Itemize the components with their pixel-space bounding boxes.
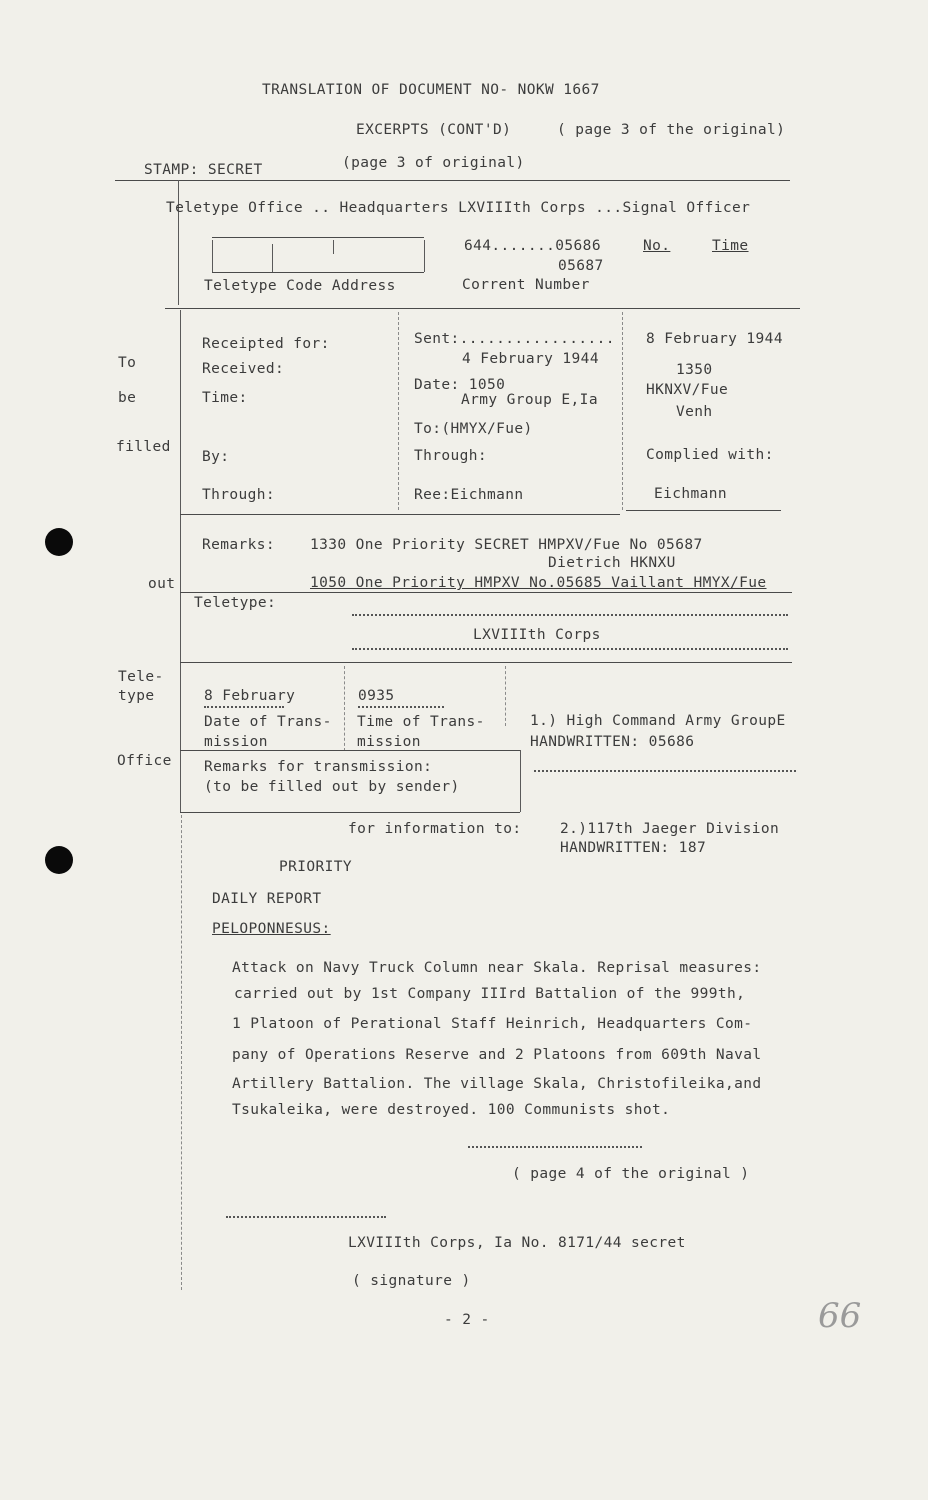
page-number: - 2 - [444, 1312, 490, 1328]
code-box-tick-3 [333, 240, 334, 254]
report-body-line-5: Artillery Battalion. The village Skala, Christofileika,and [232, 1076, 762, 1092]
footer-corps: LXVIIIth Corps, Ia No. 8171/44 secret [348, 1235, 686, 1251]
transmission-date: 8 February [204, 688, 296, 704]
excerpts-label: EXCERPTS (CONT'D) [356, 122, 512, 138]
code-box-tick-1 [212, 240, 213, 272]
transmission-divider-2 [505, 666, 506, 726]
remarks-transmission-2: (to be filled out by sender) [204, 779, 460, 795]
signature-label: ( signature ) [352, 1273, 471, 1289]
right-name: Venh [676, 404, 713, 420]
receipt-divider-1 [398, 312, 399, 510]
block-rule-3 [180, 662, 792, 663]
through-field: Through: [202, 487, 276, 503]
army-group: Army Group E,Ia [461, 392, 598, 408]
teletype-office-line: Teletype Office .. Headquarters LXVIIIth Corps ...Signal Officer [166, 200, 751, 216]
teletype-field: Teletype: [194, 595, 277, 611]
code-box-tick-2 [272, 244, 273, 272]
date-trans-label-1: Date of Trans- [204, 714, 332, 730]
code-address-label: Teletype Code Address [204, 278, 396, 294]
time-trans-label-2: mission [357, 734, 421, 750]
recipient-1: 1.) High Command Army GroupE [530, 713, 786, 729]
code-box-tick-4 [424, 240, 425, 272]
remarks-transmission-right [520, 750, 521, 812]
report-body-line-4: pany of Operations Reserve and 2 Platoons from 609th Naval [232, 1047, 762, 1063]
receipted-for: Receipted for: [202, 336, 330, 352]
report-body-line-2: carried out by 1st Company IIIrd Battalion of the 999th, [234, 986, 746, 1002]
time-trans-label-1: Time of Trans- [357, 714, 485, 730]
remarks-transmission-1: Remarks for transmission: [204, 759, 433, 775]
remarks-line-1: 1330 One Priority SECRET HMPXV/Fue No 05687 [310, 537, 703, 553]
right-code: HKNXV/Fue [646, 382, 729, 398]
right-time: 1350 [676, 362, 713, 378]
recipient-2: 2.)117th Jaeger Division [560, 821, 780, 837]
current-number-2: 05687 [558, 258, 604, 274]
handwritten-2: HANDWRITTEN: 187 [560, 840, 707, 856]
receipt-left-border [180, 310, 181, 515]
transmission-divider-1 [344, 666, 345, 751]
page-ref-2: (page 3 of original) [342, 155, 525, 171]
report-body-line-3: 1 Platoon of Perational Staff Heinrich, Headquarters Com- [232, 1016, 753, 1032]
code-box-bottom [212, 272, 424, 273]
block-rule-2 [180, 514, 620, 515]
through2-field: Through: [414, 448, 488, 464]
punch-hole-1 [45, 528, 73, 556]
time-label: Time [712, 238, 749, 254]
transmission-time-dots [358, 706, 444, 708]
report-body-line-1: Attack on Navy Truck Column near Skala. Reprisal measures: [232, 960, 762, 976]
remarks-left-border [180, 515, 181, 665]
side-label-type: type [118, 688, 155, 704]
transmission-date-dots [204, 706, 284, 708]
sent-field: Sent:................. [414, 331, 615, 347]
margin-page-number: 66 [818, 1296, 862, 1336]
received: Received: [202, 361, 285, 377]
document-title: TRANSLATION OF DOCUMENT NO- NOKW 1667 [262, 82, 600, 98]
teletype-corps: LXVIIIth Corps [473, 627, 601, 643]
receipt-divider-2 [622, 312, 623, 510]
side-label-filled: filled [116, 439, 171, 455]
left-border-top [178, 180, 179, 305]
transmission-left-border [180, 663, 181, 813]
by-field: By: [202, 449, 230, 465]
current-number-label: Corrent Number [462, 277, 590, 293]
date-field: Date: 1050 [414, 377, 506, 393]
side-label-to: To [118, 355, 137, 371]
footer-dots [226, 1216, 386, 1218]
sent-date: 4 February 1944 [462, 351, 599, 367]
header-rule [115, 180, 790, 181]
report-body-line-6: Tsukaleika, were destroyed. 100 Communists shot. [232, 1102, 671, 1118]
remarks-transmission-top [180, 750, 520, 751]
priority-label: PRIORITY [279, 859, 353, 875]
eichmann-signature: Eichmann [654, 486, 728, 502]
side-label-be: be [118, 390, 137, 406]
eichmann-rule [626, 510, 781, 511]
code-box-top [212, 237, 424, 238]
side-label-office: Office [117, 753, 172, 769]
recipient-dots [534, 770, 796, 772]
page-ref-original: ( page 3 of the original) [557, 122, 786, 138]
remarks-line-3: 1050 One Priority HMPXV No.05685 Vaillant HMYX/Fue [310, 575, 767, 591]
current-number: 644.......05686 [464, 238, 601, 254]
complied-with: Complied with: [646, 447, 774, 463]
daily-report-label: DAILY REPORT [212, 891, 322, 907]
time-field: Time: [202, 390, 248, 406]
date-trans-label-2: mission [204, 734, 268, 750]
lower-margin-line [181, 815, 182, 1290]
remarks-transmission-bottom [180, 812, 520, 813]
teletype-dots-1 [352, 614, 788, 616]
handwritten-1: HANDWRITTEN: 05686 [530, 734, 695, 750]
block-rule-1 [165, 308, 800, 309]
page-4-ref: ( page 4 of the original ) [512, 1166, 750, 1182]
to-field: To:(HMYX/Fue) [414, 421, 533, 437]
transmission-time: 0935 [358, 688, 395, 704]
remarks-rule [180, 592, 792, 593]
ree-field: Ree:Eichmann [414, 487, 524, 503]
right-date: 8 February 1944 [646, 331, 783, 347]
no-label: No. [643, 238, 671, 254]
stamp-secret: STAMP: SECRET [144, 162, 263, 178]
teletype-dots-2 [352, 648, 788, 650]
remarks-line-2: Dietrich HKNXU [548, 555, 676, 571]
report-end-dots [468, 1146, 642, 1148]
region-label: PELOPONNESUS: [212, 921, 331, 937]
side-label-out: out [148, 576, 176, 592]
punch-hole-2 [45, 846, 73, 874]
side-label-tele: Tele- [118, 669, 164, 685]
remarks-label: Remarks: [202, 537, 276, 553]
for-information: for information to: [348, 821, 522, 837]
